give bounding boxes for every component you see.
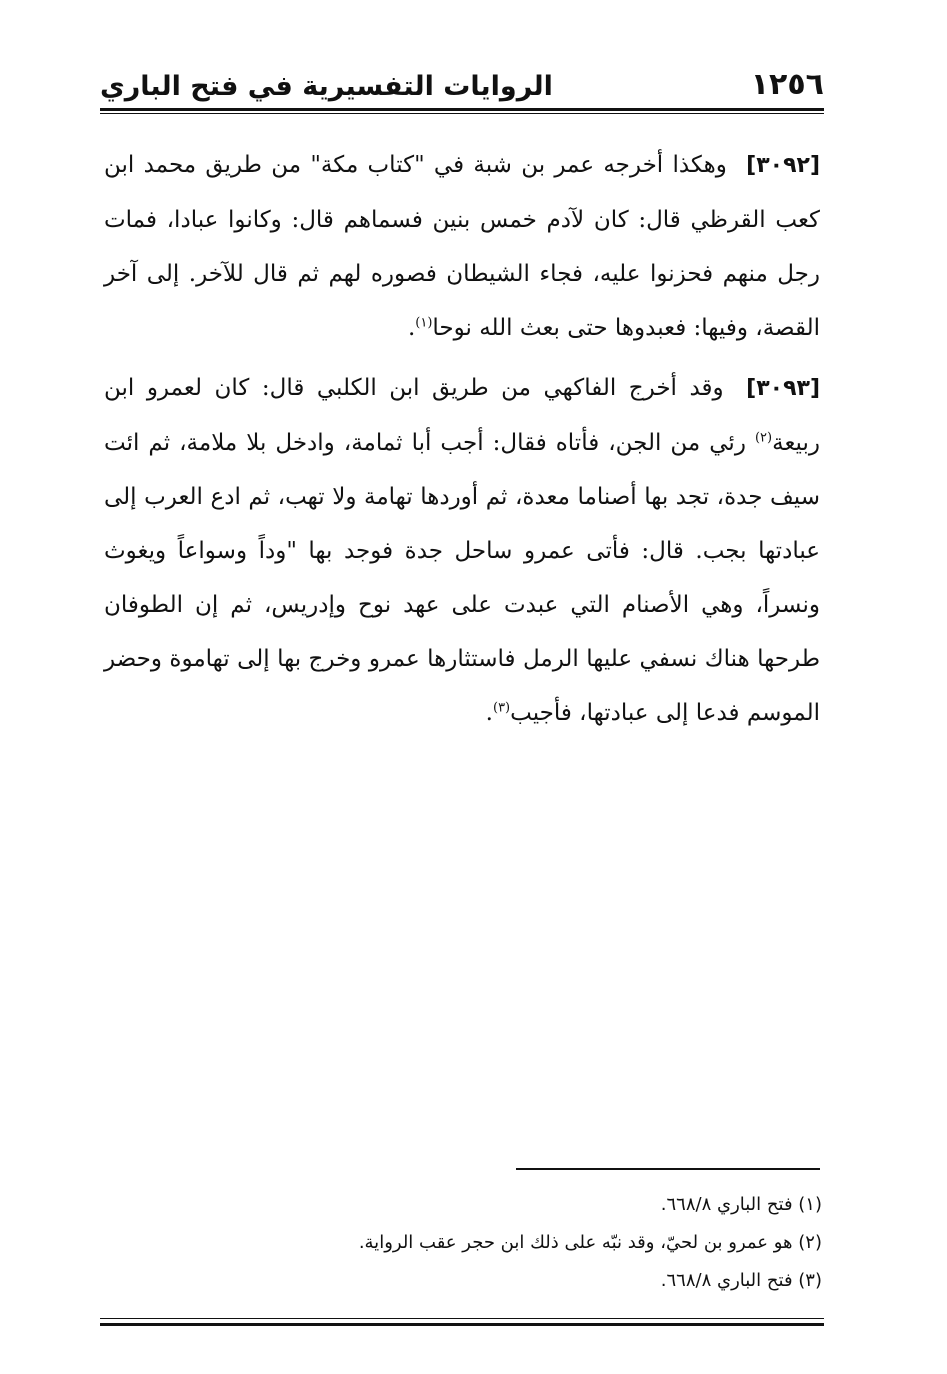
footer-rule-thin [100, 1318, 824, 1319]
main-text [104, 138, 820, 746]
footnote-ref[interactable]: (٣) [492, 700, 511, 716]
footnotes [104, 1186, 822, 1300]
footnote-ref[interactable]: (١) [415, 315, 433, 331]
footnote-separator [516, 1168, 820, 1170]
page-header [100, 64, 824, 108]
paragraph-number: [٣٠٩٣] [746, 376, 820, 401]
paragraph-end: . [485, 700, 493, 726]
header-rule [100, 108, 824, 111]
footnote-ref[interactable]: (٢) [754, 430, 773, 446]
paragraph-end: . [407, 315, 416, 341]
paragraph-number: [٣٠٩٢] [746, 153, 820, 178]
footnote-2: (٢) هو عمرو بن لحيّ، وقد نبّه على ذلك ابن حجر عقب الرواية. [358, 1232, 822, 1253]
footer-rule [100, 1323, 824, 1326]
page-number: ١٢٥٦ [750, 67, 824, 102]
footnote-1: (١) فتح الباري ٦٦٨/٨. [660, 1194, 822, 1215]
paragraph-text: وقد أخرج الفاكهي من طريق ابن الكلبي قال: كان لعمرو ابن ربيعة [104, 375, 820, 456]
paragraph-3092 [104, 138, 820, 355]
paragraph-text-middle: رئي من الجن، فأتاه فقال: أجب أبا ثمامة، وادخل بلا ملامة، ثم ائت سيف جدة، تجد بها أصناما معدة، ثم أوردها تهامة ولا تهب، ثم ادع العرب إلى عبادتها بجب. قال: فأتى عمرو ساحل جدة فوجد بها "وداً وسواعاً ويغوث ونسراً، وهي الأصنام التي عبدت على عهد نوح وإدريس، ثم إن الطوفان طرحها هناك نسفي عليها الرمل فاستثارها عمرو وخرج بها إلى تهاموة وحضر الموسم فدعا إلى عبادتها، فأجيب [104, 430, 820, 726]
footnote-3: (٣) فتح الباري ٦٦٨/٨. [660, 1270, 822, 1291]
header-rule-thin [100, 113, 824, 114]
paragraph-3093 [104, 361, 820, 740]
running-title: الروايات التفسيرية في فتح الباري [100, 71, 553, 102]
paragraph-text: وهكذا أخرجه عمر بن شبة في "كتاب مكة" من طريق محمد ابن كعب القرظي قال: كان لآدم خمس بنين فسماهم قال: وكانوا عبادا، فمات رجل منهم فحزنوا عليه، فجاء الشيطان فصوره لهم ثم قال للآخر. إلى آخر القصة، وفيها: فعبدوها حتى بعث الله نوحا [104, 152, 820, 341]
